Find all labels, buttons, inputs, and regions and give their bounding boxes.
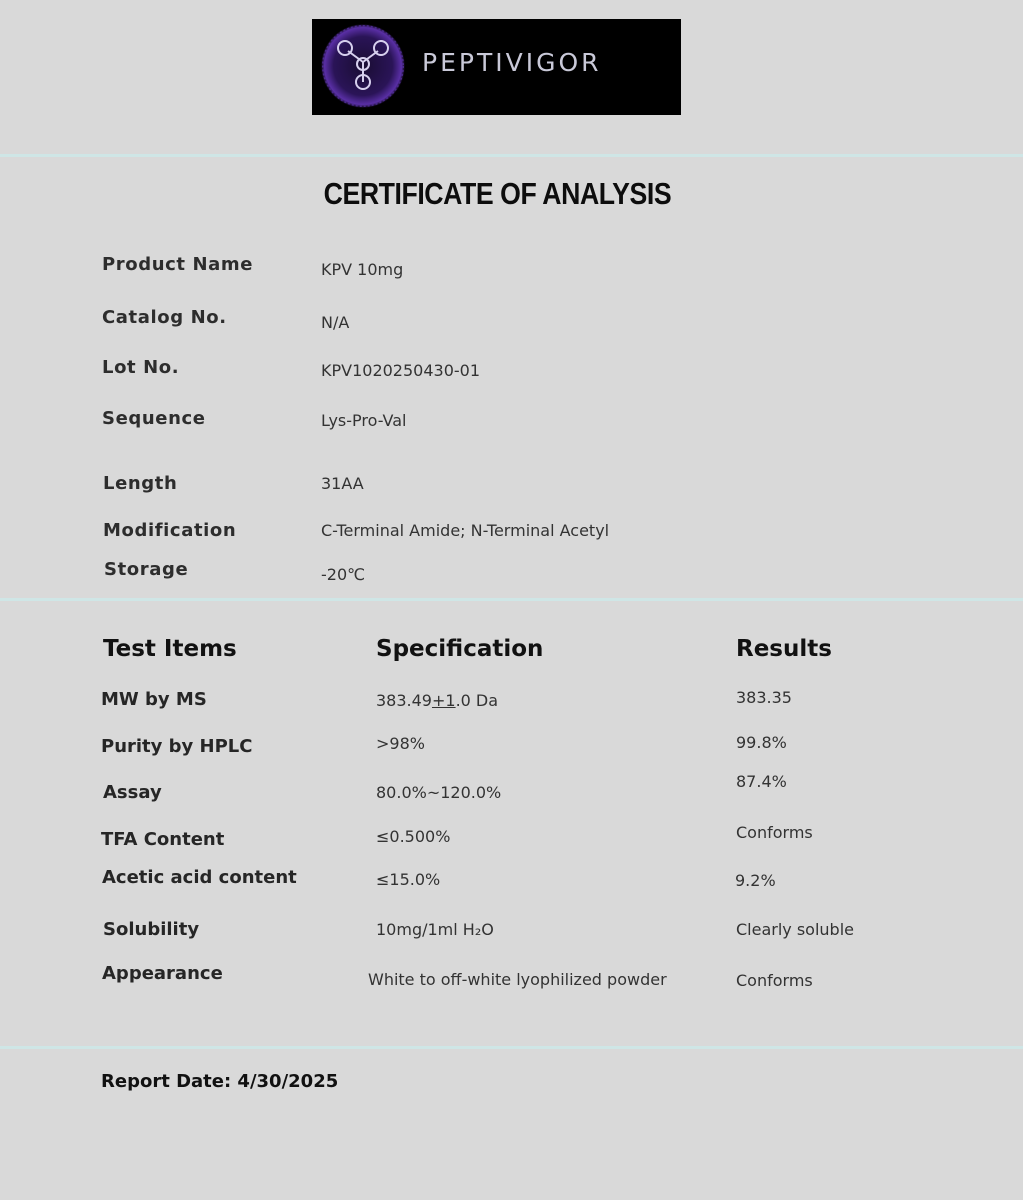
sequence-label: Sequence	[102, 408, 206, 429]
catalog-no-label: Catalog No.	[102, 307, 227, 328]
table-row-item: Purity by HPLC	[101, 736, 253, 757]
storage-label: Storage	[104, 559, 189, 580]
table-row-result: 99.8%	[736, 733, 787, 752]
storage-value: -20℃	[321, 565, 366, 584]
table-row-item: TFA Content	[101, 829, 225, 850]
table-row-spec: White to off-white lyophilized powder	[368, 970, 667, 989]
page-title: CERTIFICATE OF ANALYSIS	[323, 176, 672, 211]
table-row-spec: ≤15.0%	[376, 870, 441, 889]
table-row-item: Acetic acid content	[102, 867, 297, 888]
table-row-result: Conforms	[736, 823, 813, 842]
product-name-label: Product Name	[102, 254, 254, 275]
table-row-spec: >98%	[376, 734, 425, 753]
table-row-result: Conforms	[736, 971, 813, 990]
spec-value: 383.49	[376, 691, 432, 710]
table-row-result: 383.35	[736, 688, 792, 707]
table-row-item: Appearance	[102, 963, 223, 984]
divider	[0, 154, 1023, 157]
table-row-result: 9.2%	[735, 871, 776, 890]
table-row-item: MW by MS	[101, 689, 207, 710]
table-row-item: Assay	[103, 782, 162, 803]
header-specification: Specification	[376, 636, 544, 662]
divider	[0, 1046, 1023, 1049]
table-row-item: Solubility	[103, 919, 200, 940]
modification-label: Modification	[103, 520, 237, 541]
table-row-result: Clearly soluble	[736, 920, 854, 939]
sequence-value: Lys-Pro-Val	[321, 411, 407, 430]
table-row-spec: 10mg/1ml H₂O	[376, 920, 494, 939]
spec-unit: .0 Da	[455, 691, 499, 710]
product-name-value: KPV 10mg	[321, 260, 404, 279]
lot-no-label: Lot No.	[102, 357, 180, 378]
lot-no-value: KPV1020250430-01	[321, 361, 481, 380]
plus-minus: +1	[431, 691, 456, 710]
header-results: Results	[736, 636, 832, 662]
table-row-result: 87.4%	[736, 772, 787, 791]
divider	[0, 598, 1023, 601]
brand-wordmark: PEPTIVIGOR	[422, 48, 602, 77]
modification-value: C-Terminal Amide; N-Terminal Acetyl	[321, 521, 610, 540]
catalog-no-value: N/A	[321, 313, 350, 332]
length-value: 31AA	[321, 474, 364, 493]
report-date: Report Date: 4/30/2025	[101, 1071, 339, 1092]
brand-logo	[312, 19, 681, 115]
table-row-spec: 80.0%~120.0%	[376, 783, 502, 802]
header-test-items: Test Items	[103, 636, 237, 662]
table-row-spec: ≤0.500%	[376, 827, 451, 846]
length-label: Length	[103, 473, 178, 494]
table-row-spec	[376, 691, 498, 710]
